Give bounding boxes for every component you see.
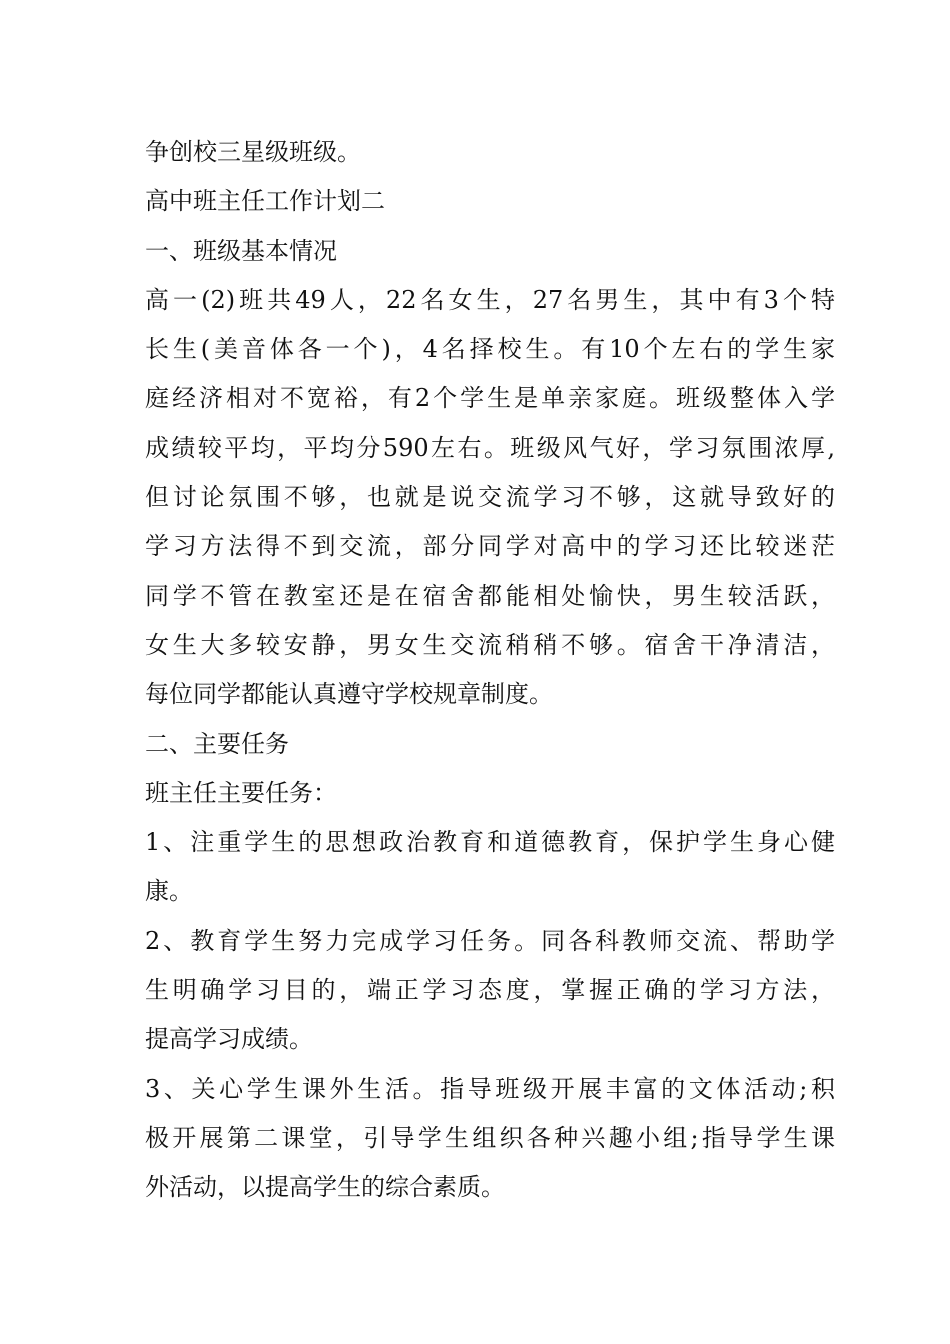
- text-line: 康。: [145, 877, 193, 906]
- text-line: 同学不管在教室还是在宿舍都能相处愉快，男生较活跃，: [145, 581, 835, 610]
- text-line: 班主任主要任务：: [145, 778, 337, 807]
- text-line: 但讨论氛围不够，也就是说交流学习不够，这就导致好的: [145, 483, 835, 512]
- list-item: 1、注重学生的思想政治教育和道德教育，保护学生身心健: [145, 828, 835, 857]
- text-line: 生明确学习目的，端正学习态度，掌握正确的学习方法，: [145, 976, 835, 1005]
- text-line: 极开展第二课堂，引导学生组织各种兴趣小组;指导学生课: [145, 1123, 835, 1152]
- list-item: 2、教育学生努力完成学习任务。同各科教师交流、帮助学: [145, 926, 835, 955]
- text-line: 庭经济相对不宽裕，有2个学生是单亲家庭。班级整体入学: [145, 384, 835, 413]
- text-line: 争创校三星级班级。: [145, 138, 361, 166]
- text-line: 女生大多较安静，男女生交流稍稍不够。宿舍干净清洁，: [145, 630, 835, 659]
- text-line: 长生(美音体各一个)，4名择校生。有10个左右的学生家: [145, 335, 835, 364]
- text-line: 每位同学都能认真遵守学校规章制度。: [145, 680, 553, 709]
- document-body: [145, 128, 835, 1213]
- section-heading: 二、主要任务: [145, 729, 289, 758]
- text-line: 提高学习成绩。: [145, 1025, 313, 1054]
- text-line: 成绩较平均，平均分590左右。班级风气好，学习氛围浓厚,: [145, 433, 835, 462]
- list-item: 3、关心学生课外生活。指导班级开展丰富的文体活动;积: [145, 1074, 835, 1103]
- section-title: 高中班主任工作计划二: [145, 187, 385, 216]
- text-line: 学习方法得不到交流，部分同学对高中的学习还比较迷茫: [145, 532, 835, 561]
- text-line: 高一(2)班共49人，22名女生，27名男生，其中有3个特: [145, 285, 835, 314]
- text-line: 外活动，以提高学生的综合素质。: [145, 1173, 505, 1202]
- section-heading: 一、班级基本情况: [145, 236, 337, 265]
